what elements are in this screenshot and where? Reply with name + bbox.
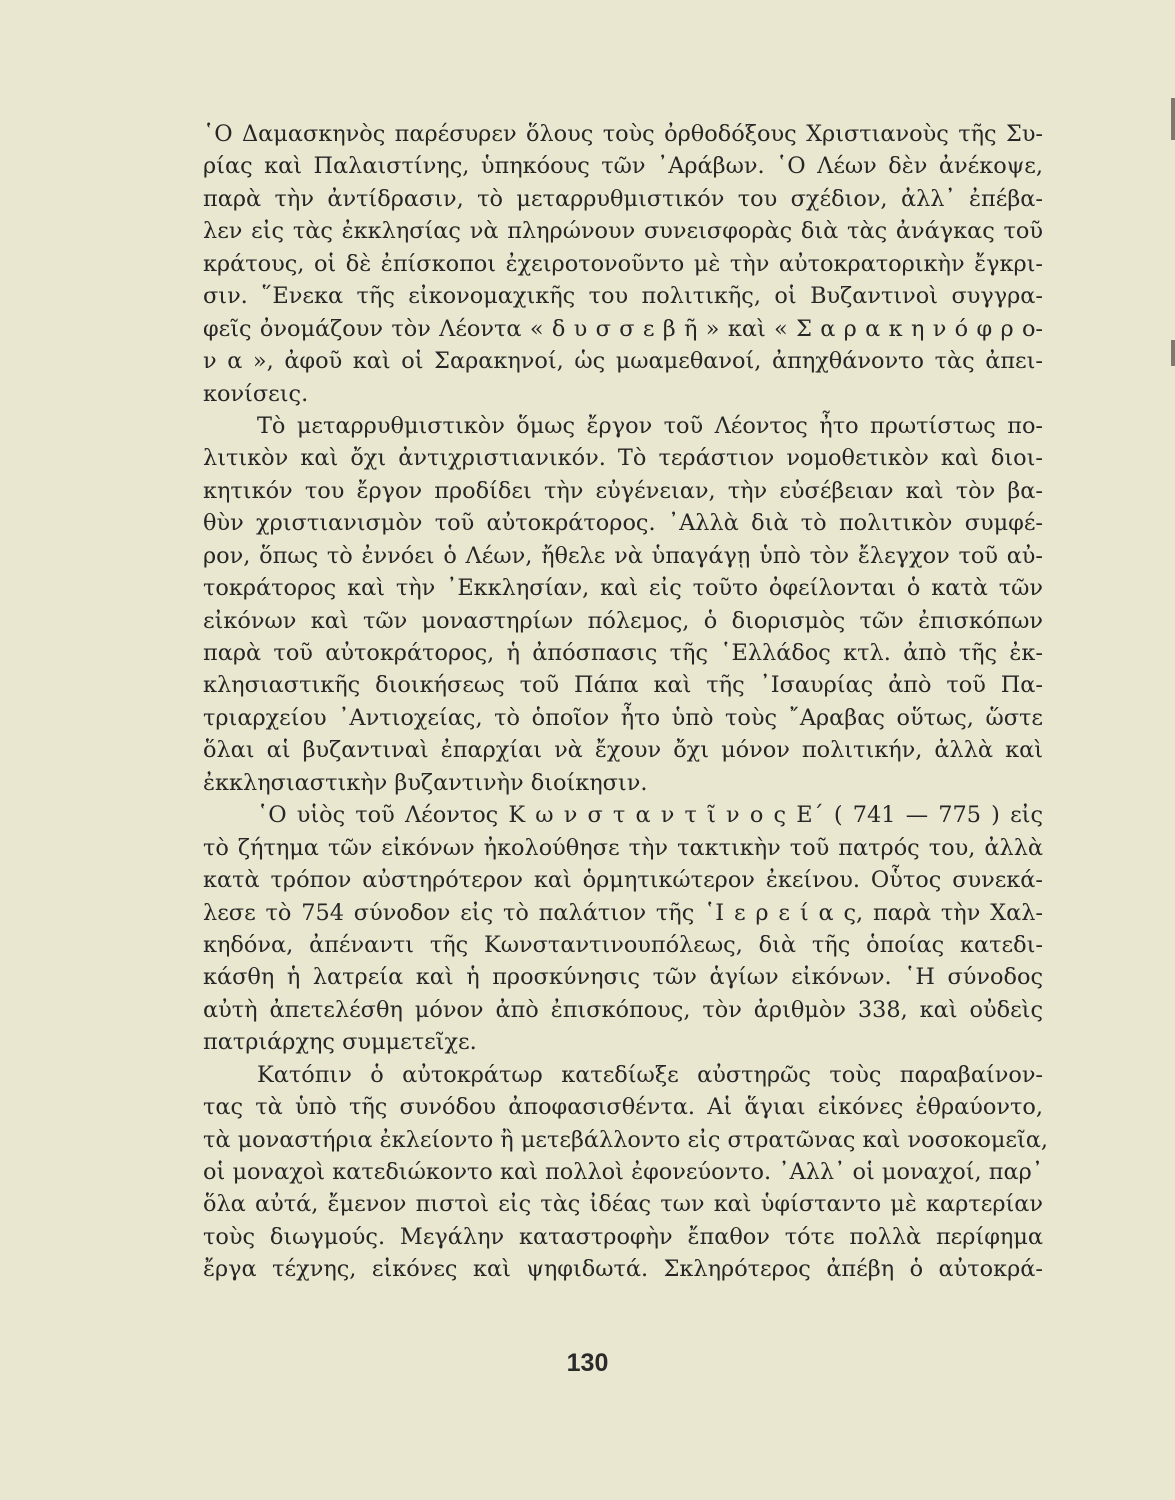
text-line: θὺν χριστιανισμὸν τοῦ αὐτοκράτορος. ᾿Αλλὰ διὰ τὸ πολιτικὸν συμφέ- [203,510,1043,537]
text-line: ρον, ὅπως τὸ ἐννόει ὁ Λέων, ἤθελε νὰ ὑπαγάγῃ ὑπὸ τὸν ἔλεγχον τοῦ αὐ- [203,542,1043,569]
text-line: παρὰ τὴν ἀντίδρασιν, τὸ μεταρρυθμιστικόν του σχέδιον, ἀλλ᾿ ἐπέβα- [203,185,1043,212]
text-line: τὰ μοναστήρια ἐκλείοντο ἢ μετεβάλλοντο εἰς στρατῶνας καὶ νοσοκομεῖα, [203,1126,1049,1153]
body-text [203,118,1049,1286]
text-line: κητικόν του ἔργον προδίδει τὴν εὐγένειαν, τὴν εὐσέβειαν καὶ τὸν βα- [203,477,1043,504]
text-line: ἐκκλησιαστικὴν βυζαντινὴν διοίκησιν. [203,769,648,796]
text-line: ν α », ἀφοῦ καὶ οἱ Σαρακηνοί, ὡς μωαμεθανοί, ἀπηχθάνοντο τὰς ἀπει- [203,348,1043,375]
text-line: παρὰ τοῦ αὐτοκράτορος, ἡ ἀπόσπασις τῆς ῾Ελλάδος κτλ. ἀπὸ τῆς ἐκ- [203,640,1043,666]
text-line: κράτους, οἱ δὲ ἐπίσκοποι ἐχειροτονοῦντο μὲ τὴν αὐτοκρατορικὴν ἔγκρι- [203,250,1043,277]
text-line: κάσθη ἡ λατρεία καὶ ἡ προσκύνησις τῶν ἁγίων εἰκόνων. ῾Η σύνοδος [203,964,1043,991]
text-line: ἔργα τέχνης, εἰκόνες καὶ ψηφιδωτά. Σκληρότερος ἀπέβη ὁ αὐτοκρά- [203,1256,1043,1283]
text-line: λεσε τὸ 754 σύνοδον εἰς τὸ παλάτιον τῆς ῾Ι ε ρ ε ί α ς, παρὰ τὴν Χαλ- [203,899,1043,926]
text-line: ὅλαι αἱ βυζαντιναὶ ἐπαρχίαι νὰ ἔχουν ὄχι μόνον πολιτικήν, ἀλλὰ καὶ [203,737,1043,764]
text-line: ῾Ο υἱὸς τοῦ Λέοντος Κ ω ν σ τ α ν τ ῖ ν ο ς Ε΄ ( 741 — 775 ) εἰς [257,802,1043,829]
text-line: οἱ μοναχοὶ κατεδιώκοντο καὶ πολλοὶ ἐφονεύοντο. ᾿Αλλ᾿ οἱ μοναχοί, παρ᾿ [203,1159,1043,1185]
text-line: σιν. ῞Ενεκα τῆς εἰκονομαχικῆς του πολιτικῆς, οἱ Βυζαντινοὶ συγγρα- [203,283,1043,310]
text-line: τοὺς διωγμούς. Μεγάλην καταστροφὴν ἔπαθον τότε πολλὰ περίφημα [203,1223,1043,1250]
text-line: τὸ ζήτημα τῶν εἰκόνων ἠκολούθησε τὴν τακτικὴν τοῦ πατρός του, ἀλλὰ [203,834,1043,861]
text-line: Τὸ μεταρρυθμιστικὸν ὅμως ἔργον τοῦ Λέοντος ἦτο πρωτίστως πο- [257,412,1043,439]
page-number: 130 [566,1349,609,1377]
text-line: λιτικὸν καὶ ὄχι ἀντιχριστιανικόν. Τὸ τεράστιον νομοθετικὸν καὶ διοι- [203,445,1043,472]
text-line: πατριάρχης συμμετεῖχε. [203,1029,477,1056]
text-line: τριαρχείου ᾿Αντιοχείας, τὸ ὁποῖον ἦτο ὑπὸ τοὺς ῎Αραβας οὕτως, ὥστε [203,704,1043,731]
text-line: τας τὰ ὑπὸ τῆς συνόδου ἀποφασισθέντα. Αἱ ἅγιαι εἰκόνες ἐθραύοντο, [203,1094,1043,1121]
text-line: ρίας καὶ Παλαιστίνης, ὑπηκόους τῶν ᾿Αράβων. ῾Ο Λέων δὲν ἀνέκοψε, [203,153,1043,180]
page-edge-mark [1171,98,1175,140]
page-edge-mark [1171,340,1175,366]
text-line: κηδόνα, ἀπέναντι τῆς Κωνσταντινουπόλεως, διὰ τῆς ὁποίας κατεδι- [203,931,1043,958]
text-line: φεῖς ὀνομάζουν τὸν Λέοντα « δ υ σ σ ε β ῆ » καὶ « Σ α ρ α κ η ν ό φ ρ ο- [203,315,1043,342]
text-line: λεν εἰς τὰς ἐκκλησίας νὰ πληρώνουν συνεισφορὰς διὰ τὰς ἀνάγκας τοῦ [203,218,1043,245]
text-line: κλησιαστικῆς διοικήσεως τοῦ Πάπα καὶ τῆς ᾿Ισαυρίας ἀπὸ τοῦ Πα- [203,672,1043,699]
text-line: τοκράτορος καὶ τὴν ᾿Εκκλησίαν, καὶ εἰς τοῦτο ὀφείλονται ὁ κατὰ τῶν [203,575,1043,602]
text-line: ὅλα αὐτά, ἔμενον πιστοὶ εἰς τὰς ἰδέας των καὶ ὑφίσταντο μὲ καρτερίαν [203,1191,1043,1218]
text-line: ῾Ο Δαμασκηνὸς παρέσυρεν ὅλους τοὺς ὀρθοδόξους Χριστιανοὺς τῆς Συ- [203,121,1043,147]
text-line: κατὰ τρόπον αὐστηρότερον καὶ ὁρμητικώτερον ἐκείνου. Οὗτος συνεκά- [203,867,1043,894]
text-line: κονίσεις. [203,380,309,407]
text-line: εἰκόνων καὶ τῶν μοναστηρίων πόλεμος, ὁ διορισμὸς τῶν ἐπισκόπων [203,607,1043,634]
text-line: αὐτὴ ἀπετελέσθη μόνον ἀπὸ ἐπισκόπους, τὸν ἀριθμὸν 338, καὶ οὐδεὶς [203,996,1043,1023]
text-line: Κατόπιν ὁ αὐτοκράτωρ κατεδίωξε αὐστηρῶς τοὺς παραβαίνον- [257,1061,1043,1088]
